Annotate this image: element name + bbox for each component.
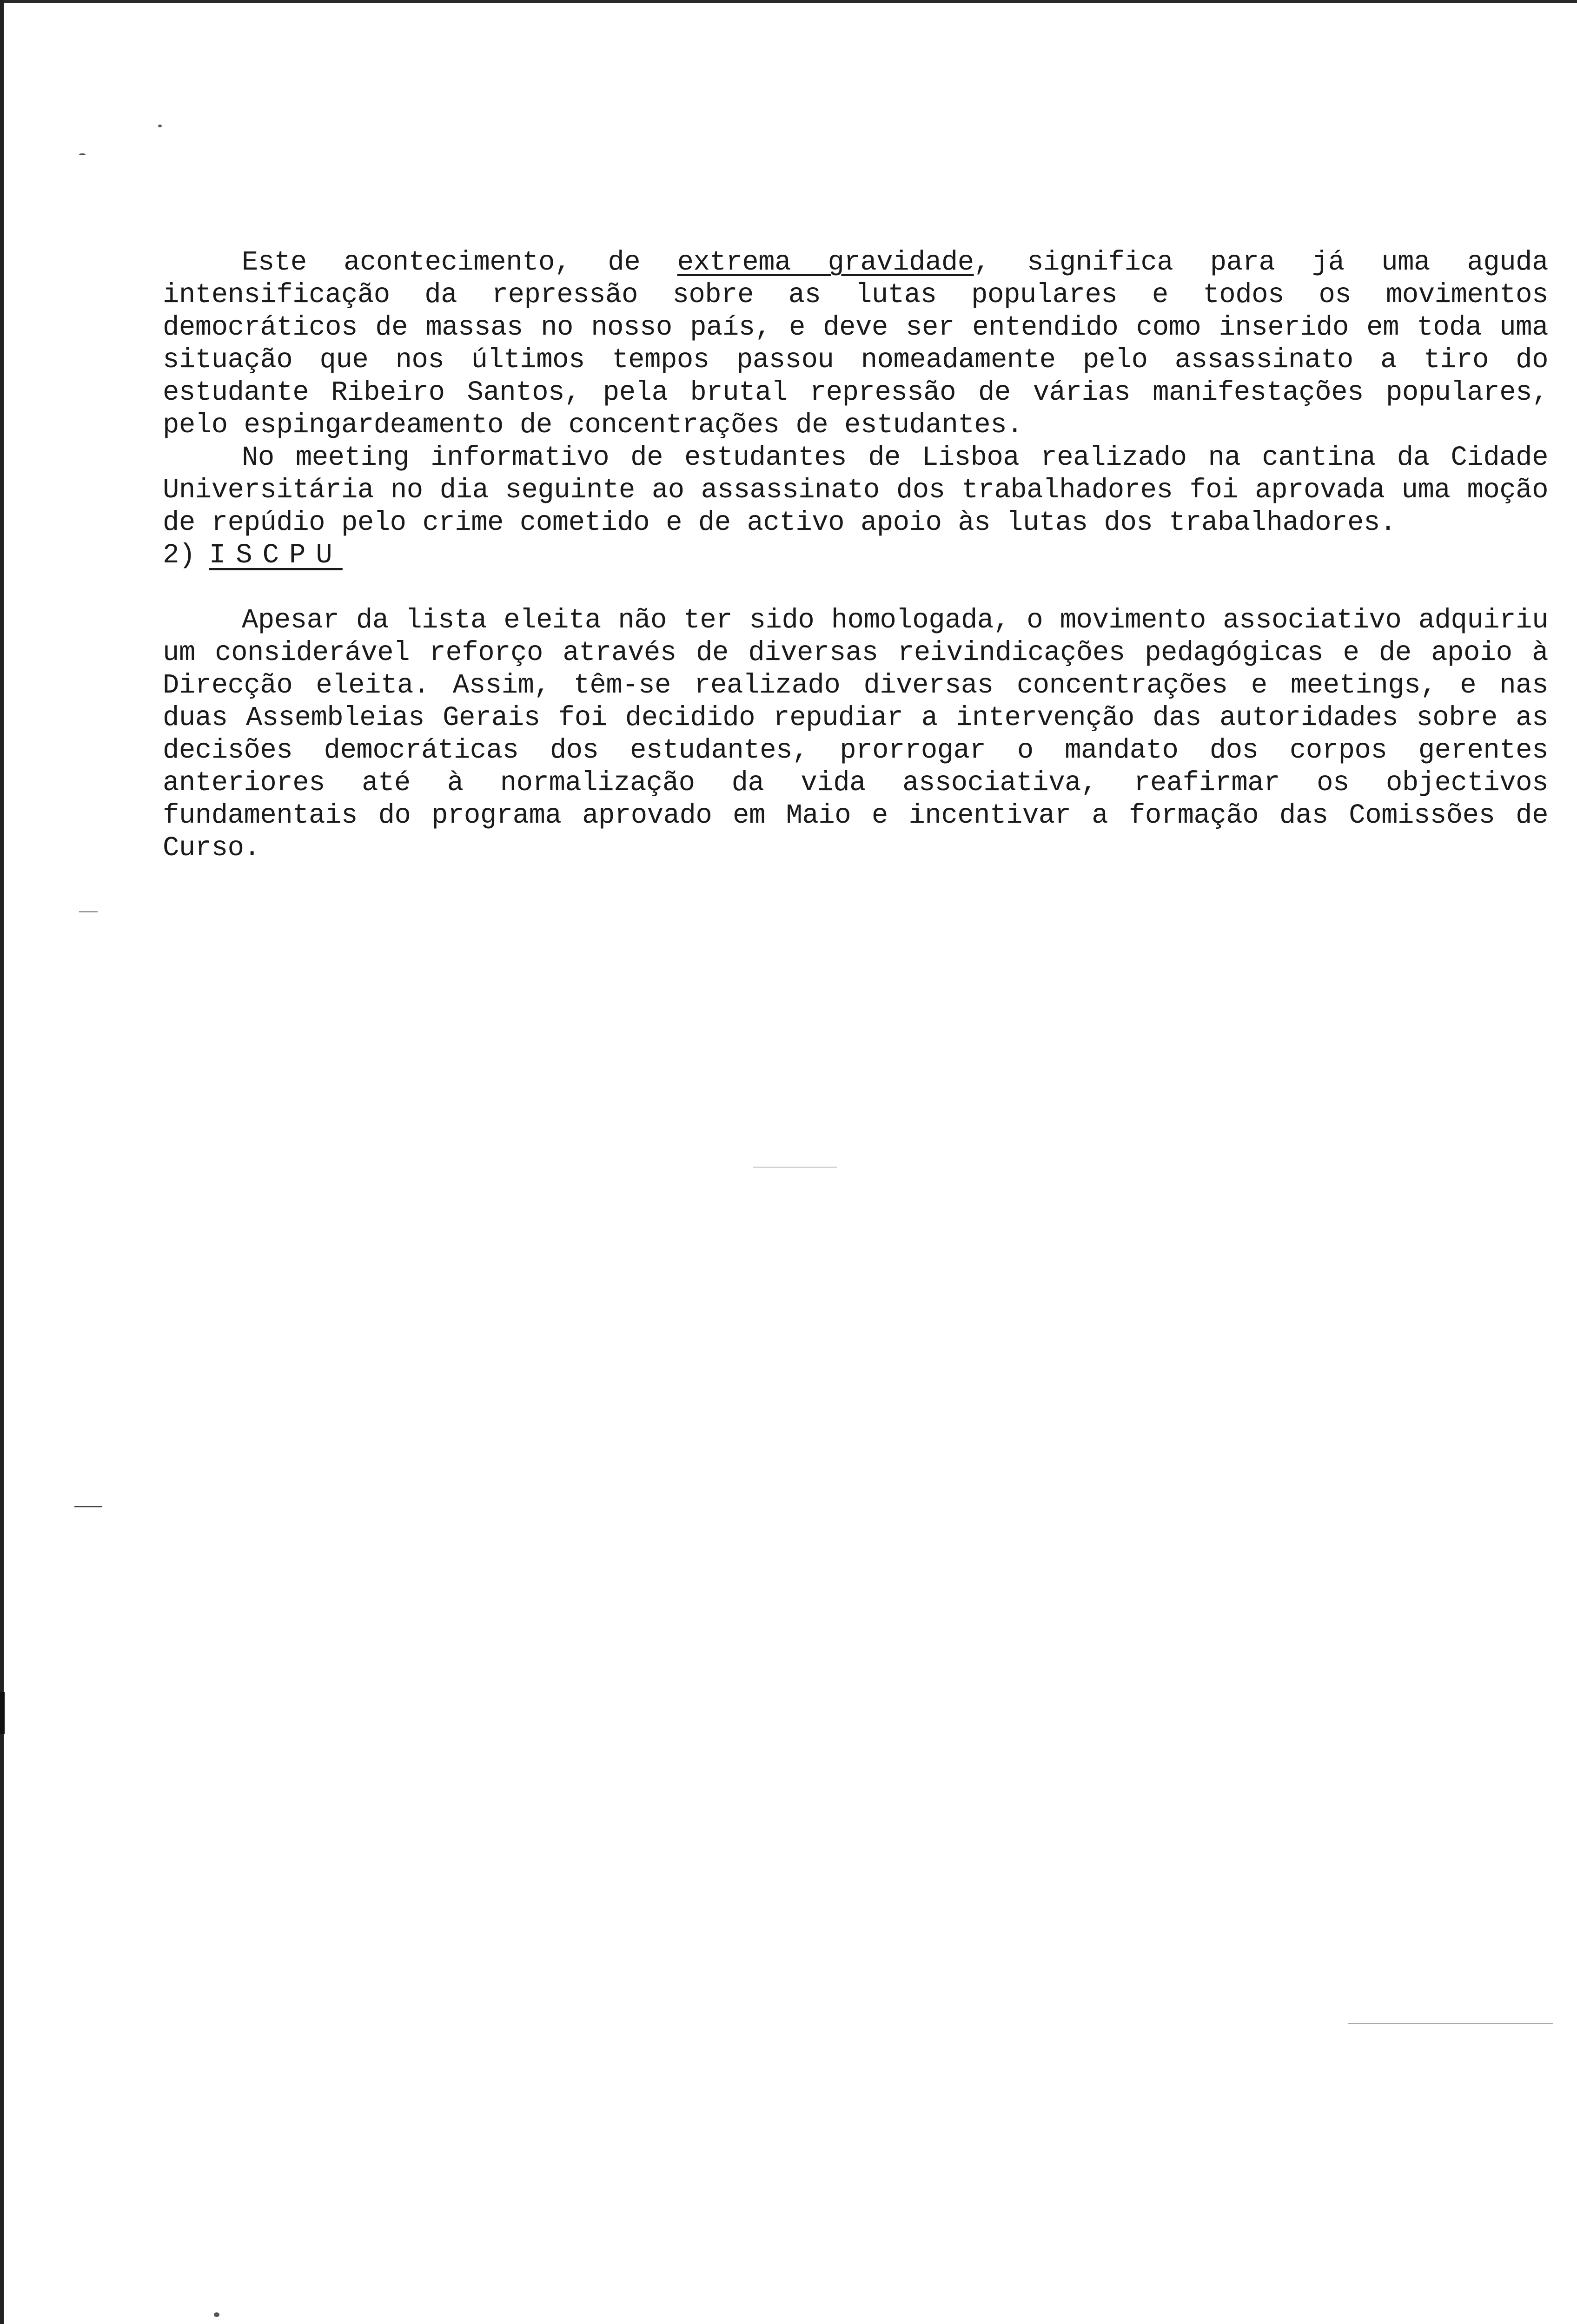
emphasis-extrema-gravidade: extrema gravidade — [677, 247, 974, 278]
scan-speck — [214, 2312, 219, 2317]
scan-mark — [79, 911, 98, 912]
scan-mark — [0, 1692, 5, 1734]
paragraph-1-start: Este acontecimento, de — [242, 247, 677, 278]
paragraph-1 — [163, 246, 1548, 442]
paragraph-2: No meeting informativo de estudantes de Lisboa realizado na cantina da Cidade Universitária no dia seguinte ao assassinato dos trabalhadores foi aprovada uma moção de repúdio pelo crime cometido e de activo apoio às lutas dos trabalhadores. — [163, 442, 1548, 538]
scan-mark — [1348, 2023, 1553, 2024]
document-body — [163, 246, 1548, 865]
scan-left-border — [0, 0, 4, 2324]
section-title: ISCPU — [209, 540, 343, 571]
section-number: 2) — [163, 540, 195, 571]
scan-speck — [158, 125, 162, 127]
section-heading — [163, 539, 1548, 572]
scan-mark — [74, 1506, 102, 1507]
scan-mark — [753, 1167, 837, 1168]
scan-speck — [79, 153, 86, 155]
scan-top-border — [0, 0, 1577, 3]
paragraph-3: Apesar da lista eleita não ter sido homologada, o movimento associativo adquiriu um considerável reforço através de diversas reivindicações pedagógicas e de apoio à Direcção eleita. Assim, têm-se realizado diversas concentrações e meetings, e nas duas Assembleias Gerais foi decidido repudiar a intervenção das autoridades sobre as decisões democráticas dos estudantes, prorrogar o mandato dos corpos gerentes anteriores até à normalização da vida associativa, reafirmar os objectivos fundamentais do programa aprovado em Maio e incentivar a formação das Comissões de Curso. — [163, 605, 1548, 864]
paragraph-1-rest: , significa para já uma aguda intensificação da repressão sobre as lutas populares e todos os movimentos democráticos de massas no nosso país, e deve ser entendido como inserido em toda uma situação que nos últimos tempos passou nomeadamente pelo assassinato a tiro do estudante Ribeiro Santos, pela brutal repressão de várias manifestações populares, pelo espingardeamento de concentrações de estudantes. — [163, 247, 1548, 441]
